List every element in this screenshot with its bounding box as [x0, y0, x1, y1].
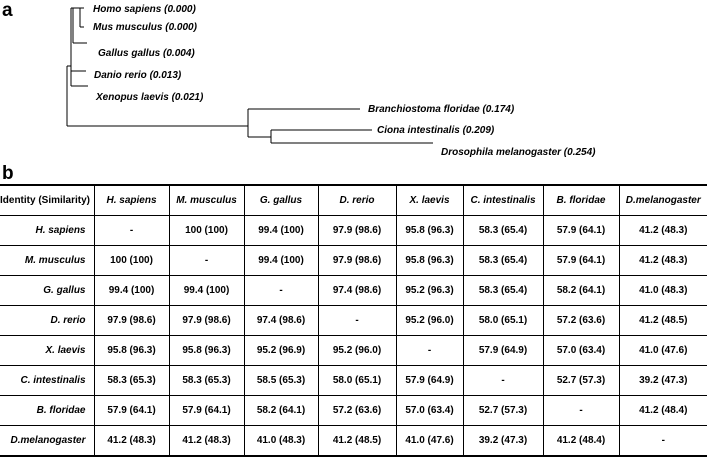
column-header: B. floridae	[543, 185, 619, 216]
table-cell: 95.8 (96.3)	[396, 246, 463, 276]
table-cell: 100 (100)	[169, 216, 244, 246]
table-cell: 100 (100)	[94, 246, 169, 276]
table-cell: 57.9 (64.9)	[396, 366, 463, 396]
row-header: M. musculus	[0, 246, 94, 276]
table-cell: 52.7 (57.3)	[543, 366, 619, 396]
table-cell: 57.0 (63.4)	[543, 336, 619, 366]
table-cell: 41.2 (48.3)	[94, 426, 169, 457]
taxon-label: Homo sapiens (0.000)	[93, 4, 196, 15]
table-cell: 58.3 (65.4)	[463, 276, 543, 306]
table-cell: 41.0 (48.3)	[619, 276, 707, 306]
taxon-label: Drosophila melanogaster (0.254)	[441, 147, 596, 158]
panel-label-b: b	[2, 163, 14, 184]
table-cell: 41.2 (48.4)	[619, 396, 707, 426]
table-cell: -	[318, 306, 396, 336]
table-cell: 95.8 (96.3)	[396, 216, 463, 246]
column-header: M. musculus	[169, 185, 244, 216]
table-cell: 41.2 (48.3)	[619, 246, 707, 276]
table-cell: 97.9 (98.6)	[318, 216, 396, 246]
table-cell: 41.2 (48.3)	[619, 216, 707, 246]
row-header: X. laevis	[0, 336, 94, 366]
taxon-label: Gallus gallus (0.004)	[98, 48, 195, 59]
table-row	[0, 216, 707, 246]
table-cell: 95.8 (96.3)	[169, 336, 244, 366]
row-header: B. floridae	[0, 396, 94, 426]
table-cell: 97.9 (98.6)	[318, 246, 396, 276]
table-cell: 57.9 (64.1)	[543, 216, 619, 246]
table-cell: 58.0 (65.1)	[318, 366, 396, 396]
table-cell: 97.4 (98.6)	[244, 306, 318, 336]
table-row	[0, 336, 707, 366]
table-cell: -	[619, 426, 707, 457]
table-cell: 57.0 (63.4)	[396, 396, 463, 426]
table-cell: 95.8 (96.3)	[94, 336, 169, 366]
table-cell: 41.2 (48.4)	[543, 426, 619, 457]
table-cell: 39.2 (47.3)	[463, 426, 543, 457]
table-cell: 41.2 (48.5)	[619, 306, 707, 336]
table-cell: 99.4 (100)	[169, 276, 244, 306]
table-row	[0, 246, 707, 276]
table-cell: -	[244, 276, 318, 306]
table-row	[0, 306, 707, 336]
table-cell: 95.2 (96.0)	[396, 306, 463, 336]
identity-similarity-table	[0, 184, 707, 457]
table-cell: 58.0 (65.1)	[463, 306, 543, 336]
row-header: D.melanogaster	[0, 426, 94, 457]
panel-label-a: a	[2, 0, 13, 21]
column-header: H. sapiens	[94, 185, 169, 216]
header-row	[0, 185, 707, 216]
table-row	[0, 426, 707, 457]
row-header: D. rerio	[0, 306, 94, 336]
row-header: H. sapiens	[0, 216, 94, 246]
row-header: G. gallus	[0, 276, 94, 306]
table-cell: -	[543, 396, 619, 426]
table-cell: 57.9 (64.1)	[169, 396, 244, 426]
table-cell: 41.0 (47.6)	[396, 426, 463, 457]
table-cell: 58.3 (65.3)	[94, 366, 169, 396]
table-cell: 97.4 (98.6)	[318, 276, 396, 306]
table-row	[0, 396, 707, 426]
table-row	[0, 366, 707, 396]
table-row	[0, 276, 707, 306]
taxon-label: Xenopus laevis (0.021)	[96, 92, 204, 103]
table-cell: 95.2 (96.3)	[396, 276, 463, 306]
taxon-label: Ciona intestinalis (0.209)	[377, 125, 495, 136]
table-cell: 57.2 (63.6)	[318, 396, 396, 426]
taxon-label: Branchiostoma floridae (0.174)	[368, 104, 515, 115]
column-header: D.melanogaster	[619, 185, 707, 216]
table-cell: 41.2 (48.3)	[169, 426, 244, 457]
table-cell: -	[396, 336, 463, 366]
table-cell: 58.3 (65.4)	[463, 246, 543, 276]
table-cell: 57.9 (64.9)	[463, 336, 543, 366]
column-header: D. rerio	[318, 185, 396, 216]
column-header: G. gallus	[244, 185, 318, 216]
table-cell: 58.3 (65.4)	[463, 216, 543, 246]
row-header: C. intestinalis	[0, 366, 94, 396]
column-header: X. laevis	[396, 185, 463, 216]
table-cell: 41.0 (48.3)	[244, 426, 318, 457]
table-cell: 41.0 (47.6)	[619, 336, 707, 366]
table-cell: 95.2 (96.0)	[318, 336, 396, 366]
table-cell: 41.2 (48.5)	[318, 426, 396, 457]
phylogenetic-tree	[0, 0, 709, 165]
table-cell: -	[169, 246, 244, 276]
table-cell: 95.2 (96.9)	[244, 336, 318, 366]
table-cell: 58.2 (64.1)	[244, 396, 318, 426]
taxon-label: Mus musculus (0.000)	[93, 22, 197, 33]
column-header: C. intestinalis	[463, 185, 543, 216]
table-cell: 57.9 (64.1)	[94, 396, 169, 426]
table-cell: -	[463, 366, 543, 396]
taxon-label: Danio rerio (0.013)	[94, 70, 182, 81]
table-cell: 99.4 (100)	[244, 216, 318, 246]
table-cell: 99.4 (100)	[244, 246, 318, 276]
table-cell: 57.9 (64.1)	[543, 246, 619, 276]
table-cell: 57.2 (63.6)	[543, 306, 619, 336]
table-cell: 39.2 (47.3)	[619, 366, 707, 396]
table-cell: 99.4 (100)	[94, 276, 169, 306]
corner-header: Identity (Similarity)	[0, 185, 94, 216]
table-cell: 52.7 (57.3)	[463, 396, 543, 426]
table-cell: 97.9 (98.6)	[169, 306, 244, 336]
table-cell: 58.3 (65.3)	[169, 366, 244, 396]
table-cell: 97.9 (98.6)	[94, 306, 169, 336]
table-cell: 58.5 (65.3)	[244, 366, 318, 396]
table-cell: 58.2 (64.1)	[543, 276, 619, 306]
table-cell: -	[94, 216, 169, 246]
